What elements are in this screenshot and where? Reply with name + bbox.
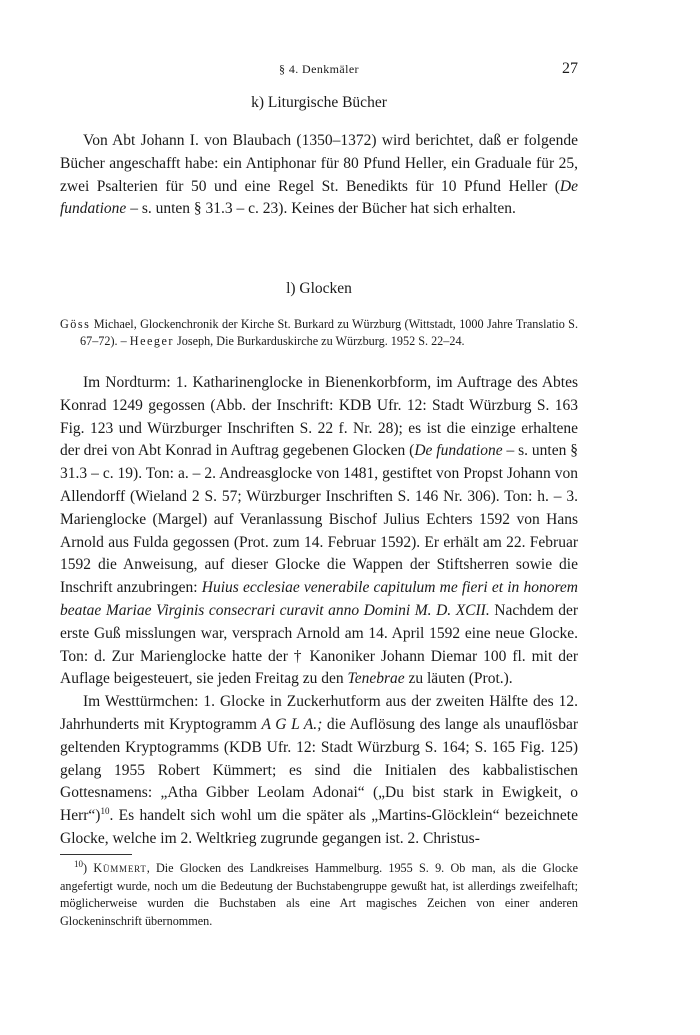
footnote: $^{10}$) Kümmert, Die Glocken des Landkreises Hammelburg. 1955 S. 9. Ob man, als die Glocke angefertigt wurde, noch um die Bedeutung der Buchstabengruppe gewußt hat, ist allerdings zweifelhaft; möglicherweise wurden die Buchstaben als eine Art magisches Zeichen von einer anderen Glockeninschrift übernommen. bbox=[60, 858, 578, 928]
italic-cryptogram: A G L A.; bbox=[261, 715, 323, 733]
italic-term: Tenebrae bbox=[347, 670, 405, 688]
text-run: – s. unten § 31.3 – c. 19). Ton: a. – 2. Andreasglocke von 1481, gestiftet von Propst Johann von Allendorff (Wieland 2 S. 57; Würzburger Inschriften S. 146 Nr. 306). Ton: h. – 3. Marienglocke (Margel) auf Veranlassung Bischof Julius Echters 1592 von Hans Arnold aus Fulda gegossen (Prot. zum 14. Februar 1592). Er erhält am 22. Februar 1592 die Anweisung, auf dieser Glocke die Wappen der Stiftsherren sowie die Inschrift anzubringen: bbox=[60, 442, 578, 597]
section-heading-liturgische-buecher: k) Liturgische Bücher bbox=[251, 94, 387, 111]
italic-inscription: Huius ecclesiae venerabile capitulum me fieri et in honorem beatae Mariae Virginis consecrari curavit anno Domini M. D. XCII. bbox=[60, 579, 578, 619]
text-run: Nachdem der erste Guß misslungen war, versprach Arnold am 14. April 1592 eine neue Glocke. Ton: d. Zur Marienglocke hatte der † Kanoniker Johann Diemar 100 fl. mit der Auflage beigesteuert, sie jeden Freitag zu den bbox=[60, 601, 578, 688]
bibliography-entry bbox=[60, 316, 578, 350]
text-run: zu läuten (Prot.). bbox=[404, 670, 513, 688]
section-l-body bbox=[60, 372, 578, 851]
bib-text: Michael, Glockenchronik der Kirche St. Burkard zu Würzburg (Wittstadt, 1000 Jahre Translatio S. 67–72). – bbox=[80, 317, 578, 348]
paragraph-nordturm bbox=[60, 372, 578, 691]
bib-author: Göss bbox=[60, 317, 91, 331]
section-heading-glocken: l) Glocken bbox=[286, 280, 352, 297]
footnote-text: , Die Glocken des Landkreises Hammelburg. 1955 S. 9. Ob man, als die Glocke angefertigt wurde, noch um die Bedeutung der Buchstabengruppe gewußt hat, ist allerdings zweifelhaft; möglicherweise wurden die Buchstaben als eine Art magisches Zeichen von einer anderen Glockeninschrift übernommen. bbox=[60, 861, 578, 928]
text-run: – s. unten § 31.3 – c. 23). Keines der Bücher hat sich erhalten. bbox=[126, 200, 516, 218]
footnote-marker: 10 bbox=[74, 858, 83, 869]
italic-title: De fundatione bbox=[414, 442, 503, 460]
paragraph-westtuermchen bbox=[60, 691, 578, 851]
footnote-divider bbox=[60, 854, 132, 855]
running-header bbox=[60, 60, 578, 80]
bib-author: Heeger bbox=[129, 334, 174, 348]
page-number: 27 bbox=[562, 60, 578, 77]
text-run: . Es handelt sich wohl um die später als „Martins-Glöcklein“ bezeichnete Glocke, welche im 2. Weltkrieg zugrunde gegangen ist. 2. Christus- bbox=[60, 807, 578, 847]
bib-text: Joseph, Die Burkarduskirche zu Würzburg. 1952 S. 22–24. bbox=[173, 334, 465, 348]
text-run: die Auflösung des lange als unauflösbar geltenden Kryptogramms (KDB Ufr. 12: Stadt Würzburg S. 164; S. 165 Fig. 125) gelang 1955 Robert Kümmert; es sind die Initialen des kabbalistischen Gottesnamens: „Atha Gibber Leolam Adonai“ („Du bist stark in Ewigkeit, o Herr“) bbox=[60, 715, 578, 825]
italic-title: De fundatione bbox=[60, 177, 578, 218]
text-run: Im Westtürmchen: 1. Glocke in Zuckerhutform aus der zweiten Hälfte des 12. Jahrhunderts mit Kryptogramm bbox=[60, 693, 578, 733]
text-run: Im Nordturm: 1. Katharinenglocke in Bienenkorbform, im Auftrage des Abtes Konrad 1249 gegossen (Abb. der Inschrift: KDB Ufr. 12: Stadt Würzburg S. 163 Fig. 123 und Würzburger Inschriften S. 22 f. Nr. 28); es ist die einzige erhaltene der drei von Abt Konrad in Auftrag gegebenen Glocken ( bbox=[60, 374, 578, 460]
running-title: § 4. Denkmäler bbox=[279, 62, 359, 76]
text-run: Von Abt Johann I. von Blaubach (1350–1372) wird berichtet, daß er folgende Bücher angeschafft habe: ein Antiphonar für 80 Pfund Heller, ein Graduale für 25, zwei Psalterien für 50 und eine Regel St. Benedikts für 10 Pfund Heller ( bbox=[60, 132, 578, 195]
footnote-reference[interactable]: 10 bbox=[100, 805, 110, 816]
section-k-paragraph bbox=[60, 130, 578, 221]
footnote-author: Kümmert bbox=[93, 861, 147, 875]
